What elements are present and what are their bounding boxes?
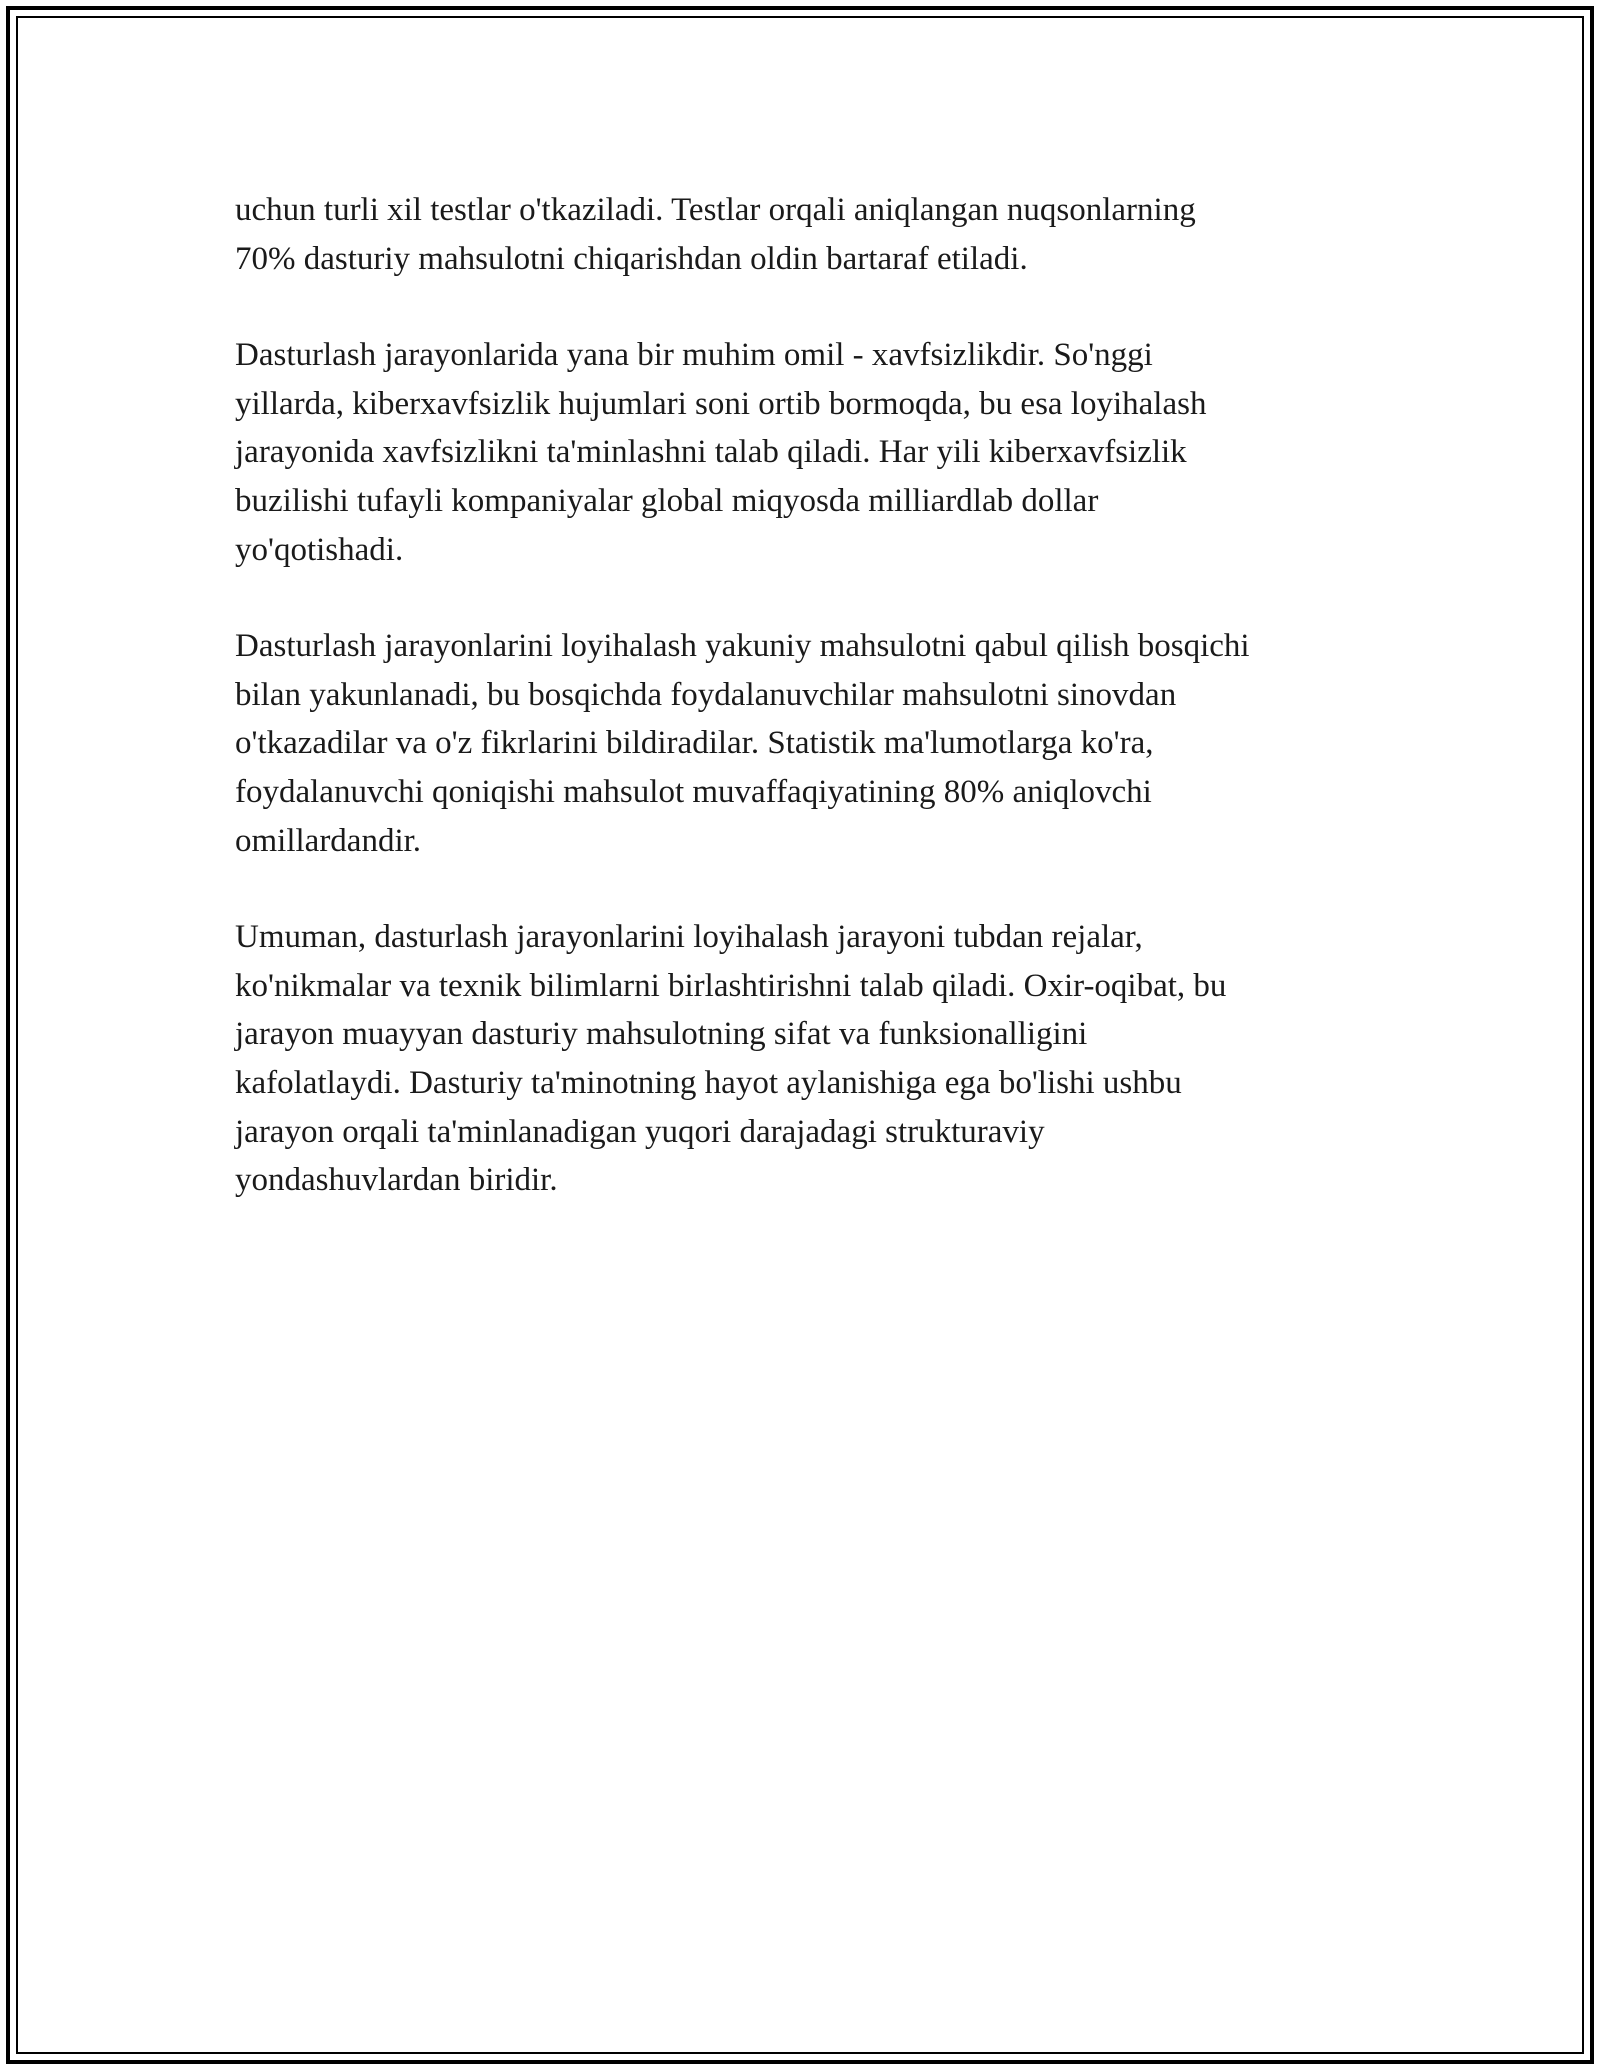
paragraph-acceptance: Dasturlash jarayonlarini loyihalash yakuniy mahsulotni qabul qilish bosqichi bilan yakunlanadi, bu bosqichda foydalanuvchilar mahsulotni sinovdan o'tkazadilar va o'z fikrlarini bildiradilar. Statistik ma'lumotlarga ko'ra, foydalanuvchi qoniqishi mahsulot muvaffaqiyatining 80% aniqlovchi omillardandir. xyxy=(235,628,1250,859)
paragraph-testing: uchun turli xil testlar o'tkaziladi. Testlar orqali aniqlangan nuqsonlarning 70% dasturiy mahsulotni chiqarishdan oldin bartaraf etiladi. xyxy=(235,192,1196,277)
document-body xyxy=(235,186,1385,1253)
paragraph-conclusion: Umuman, dasturlash jarayonlarini loyihalash jarayoni tubdan rejalar, ko'nikmalar va texnik bilimlarni birlashtirishni talab qiladi. Oxir-oqibat, bu jarayon muayyan dasturiy mahsulotning sifat va funksionalligini kafolatlaydi. Dasturiy ta'minotning hayot aylanishiga ega bo'lishi ushbu jarayon orqali ta'minlanadigan yuqori darajadagi strukturaviy yondashuvlardan biridir. xyxy=(235,919,1227,1199)
paragraph-security: Dasturlash jarayonlarida yana bir muhim omil - xavfsizlikdir. So'nggi yillarda, kiberxavfsizlik hujumlari soni ortib bormoqda, bu esa loyihalash jarayonida xavfsizlikni ta'minlashni talab qiladi. Har yili kiberxavfsizlik buzilishi tufayli kompaniyalar global miqyosda milliardlab dollar yo'qotishadi. xyxy=(235,337,1207,568)
